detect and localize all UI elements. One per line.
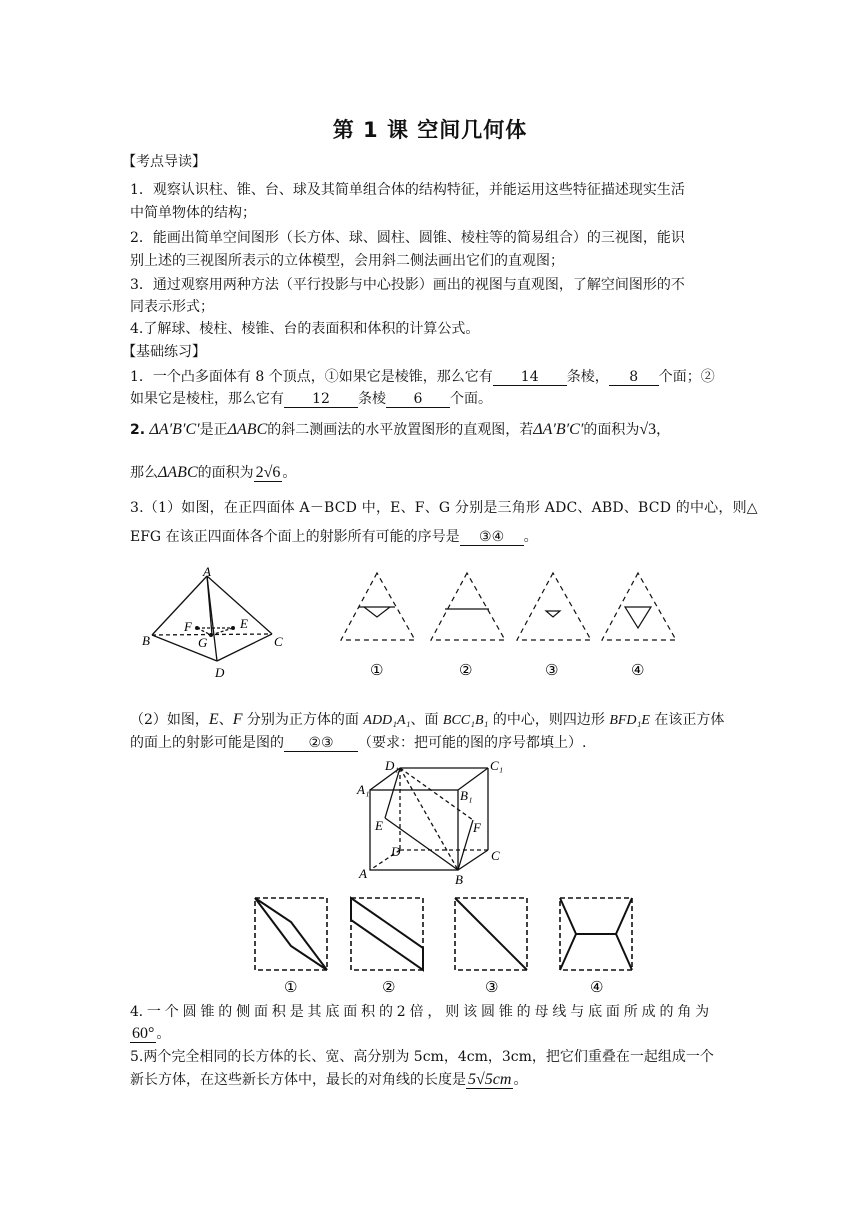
q5-end: 。: [513, 1072, 528, 1088]
guide-item-1a: 1．观察认识柱、锥、台、球及其简单组合体的结构特征，并能运用这些特征描述现实生活: [130, 182, 685, 198]
cube-label-D1: D₁: [385, 760, 399, 773]
cube-label-A1: A₁: [357, 782, 370, 797]
cube-option-4-label: ④: [590, 978, 604, 996]
q1-blank-4: 6: [386, 391, 450, 408]
cube-label-B1: B₁: [460, 788, 473, 803]
q3-1-line1: 3.（1）如图，在正四面体 A－BCD 中，E、F、G 分别是三角形 ADC、ABD、BCD 的中心，则△: [130, 500, 758, 516]
cube-option-3-shape: [455, 898, 527, 970]
q2-triangle-3: ΔA′B′C′: [533, 421, 584, 438]
q3-2-text-g: （要求：把可能的图的序号都填上）.: [358, 735, 587, 751]
q2-triangle-4: ΔABC: [158, 464, 198, 481]
q3-2-quad: BFD₁E: [609, 713, 650, 728]
q1-text-b: 条棱，: [566, 369, 609, 385]
cube-option-2-shape: [351, 898, 423, 970]
cube-label-C1: C₁: [490, 760, 504, 773]
q5-answer: 5√5cm: [468, 1071, 512, 1088]
q1-blank-1: 14: [493, 369, 567, 386]
q3-2-text-b: 分别为正方体的面: [242, 712, 364, 728]
cube-options: [245, 892, 645, 1000]
tet-option-2-shape: [431, 573, 505, 640]
q3-2-point-f: F: [232, 711, 243, 728]
q2-text-4: 那么: [130, 465, 158, 481]
guide-item-3a: 3．通过观察用两种方法（平行投影与中心投影）画出的视图与直观图，了解空间图形的不: [130, 277, 685, 293]
guide-item-2a: 2．能画出简单空间图形（长方体、球、圆柱、圆锥、棱柱等的简易组合）的三视图，能识: [130, 230, 685, 246]
cube-label-F: F: [473, 820, 481, 835]
q2-triangle-1: ΔA′B′C′: [149, 421, 200, 438]
guide-item-2b: 别上述的三视图所表示的立体模型，会用斜二侧法画出它们的直观图；: [130, 253, 564, 269]
q1-text-e: 条棱: [358, 391, 386, 407]
q2-text-3: 的面积为: [583, 422, 640, 438]
q3-2-text-f: 的面上的射影可能是图的: [130, 735, 284, 751]
q1-line1: [130, 367, 735, 387]
tet-option-1-label: ①: [370, 661, 384, 679]
q1-text-d: 如果它是棱柱，那么它有: [130, 391, 284, 407]
tet-label-F: F: [184, 619, 192, 634]
cube-label-E: E: [375, 818, 383, 833]
q1-text-f: 个面。: [450, 391, 492, 407]
tet-option-2-label: ②: [459, 661, 473, 679]
guide-item-4: 4.了解球、棱柱、棱锥、台的表面积和体积的计算公式。: [130, 321, 480, 337]
q3-1-answer: ③④: [460, 529, 524, 546]
q2-line2: [130, 463, 735, 483]
tetrahedron-figure: [140, 565, 300, 685]
cube-option-2-label: ②: [382, 978, 396, 996]
tetrahedron-options: [335, 565, 695, 685]
q3-2-text-c: 、面: [410, 712, 443, 728]
guide-item-1b: 中简单物体的结构；: [130, 205, 256, 221]
cube-figure: [355, 760, 505, 885]
q2-number: 2.: [130, 422, 146, 438]
cube-label-A: A: [359, 866, 367, 881]
cube-option-3-label: ③: [485, 978, 499, 996]
q5-line1: 5.两个完全相同的长方体的长、宽、高分别为 5cm，4cm，3cm，把它们重叠在一起组成一个: [130, 1049, 714, 1065]
q3-2-line2: [130, 733, 735, 753]
q5-text: 新长方体，在这些新长方体中，最长的对角线的长度是: [130, 1072, 466, 1088]
cube-label-C: C: [491, 848, 500, 863]
cube-label-B: B: [455, 872, 463, 885]
q3-2-point-e: E: [208, 711, 219, 728]
q3-2-face-2: BCC₁B₁: [442, 713, 489, 728]
cube-option-4-shape: [560, 898, 632, 970]
q2-text-2: 的斜二测画法的水平放置图形的直观图，若: [267, 422, 534, 438]
q3-2-sep: 、: [218, 712, 233, 728]
q4-line1: 4. 一 个 圆 锥 的 侧 面 积 是 其 底 面 积 的 2 倍 ， 则 该 圆 锥 的 母 线 与 底 面 所 成 的 角 为: [130, 1004, 709, 1020]
q3-2-text-d: 的中心，则四边形: [488, 712, 610, 728]
q2-text-5: 的面积为: [197, 465, 254, 481]
tet-label-A: A: [203, 565, 211, 579]
cube-label-D: D: [391, 844, 401, 859]
q3-1-text: EFG 在该正四面体各个面上的射影所有可能的序号是: [130, 529, 460, 545]
q2-end: 。: [282, 465, 297, 481]
guide-heading: 【考点导读】: [122, 154, 206, 170]
q4-line2: [130, 1024, 735, 1044]
tet-label-G: G: [198, 635, 208, 650]
q2-text-1: 是正: [199, 422, 228, 438]
q2-answer: 2√6: [255, 464, 281, 481]
tet-option-1-shape: [341, 573, 415, 640]
tet-label-D: D: [215, 665, 225, 680]
q1-blank-2: 8: [609, 369, 659, 386]
q3-2-face-1: ADD₁A₁: [363, 713, 411, 728]
cube-option-1-label: ①: [284, 978, 298, 996]
guide-item-3b: 同表示形式；: [130, 299, 214, 315]
q3-2-answer: ②③: [284, 735, 358, 752]
q3-1-end: 。: [523, 529, 538, 545]
q1-blank-3: 12: [284, 391, 358, 408]
q1-line2: [130, 389, 735, 409]
q4-answer: 60°: [132, 1025, 155, 1042]
tet-option-3-shape: [517, 573, 591, 640]
q2-punct: ，: [656, 422, 671, 438]
tet-option-4-shape: [602, 573, 676, 640]
q2-line1: [130, 420, 735, 440]
q4-end: 。: [156, 1026, 171, 1042]
q3-2-text-e: 在该正方体: [649, 712, 725, 728]
q2-area-value: √3: [639, 421, 657, 438]
q3-1-line2: [130, 527, 735, 547]
q5-line2: [130, 1070, 735, 1090]
practice-heading: 【基础练习】: [122, 344, 206, 360]
tet-label-E: E: [240, 616, 248, 631]
tet-option-3-label: ③: [545, 661, 559, 679]
page-title: 第 1 课 空间几何体: [332, 118, 528, 142]
cube-option-1-shape: [255, 898, 327, 970]
q2-triangle-2: ΔABC: [227, 421, 268, 438]
q1-text-a: 1．一个凸多面体有 8 个顶点，①如果它是棱锥，那么它有: [130, 369, 493, 385]
tet-label-B: B: [142, 633, 150, 648]
q1-text-c: 个面；②: [658, 369, 715, 385]
q3-2-line1: [130, 710, 735, 731]
q3-2-text-a: （2）如图，: [130, 712, 209, 728]
tet-label-C: C: [274, 634, 283, 649]
tet-option-4-label: ④: [631, 661, 645, 679]
